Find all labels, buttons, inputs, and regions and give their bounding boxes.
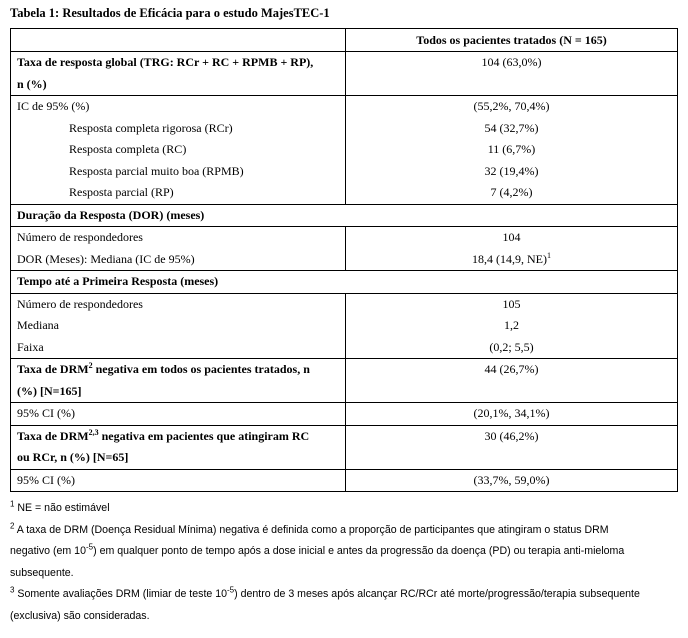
row-label [11,469,346,492]
section-title-text: Duração da Resposta (DOR) (meses) [17,207,205,222]
row-value-text: 32 (19,4%) [484,163,539,178]
row-label-line: ou RCr, n (%) [N=65] [17,450,129,464]
row-label-line: Taxa de resposta global (TRG: RCr + RC + RPMB + RP), [17,55,314,69]
row-value-text: 7 (4,2%) [490,185,533,199]
row-value-text: 30 (46,2%) [484,428,539,443]
table-row [11,469,678,492]
row-label-text: Faixa [17,339,44,354]
section-title-text: Tempo até a Primeira Resposta (meses) [17,274,219,288]
footnote-marker: 2 [10,520,15,530]
row-label-text: IC de 95% (%) [17,99,90,113]
row-value-text: (20,1%, 34,1%) [473,406,550,420]
row-label [11,403,346,426]
table-row [11,293,678,359]
row-value-text: (0,2; 5,5) [489,339,534,354]
footnote-2-end: subsequente. [10,566,74,579]
label-part: negativa em pacientes que atingiram RC [98,428,310,443]
row-label-line: n (%) [17,76,47,91]
footnote-2 [10,520,678,542]
row-value [346,469,678,492]
row-value [346,227,678,271]
row-value [346,96,678,205]
footnote-text: ) em qualquer ponto de tempo após a dose inicial e antes da progressão da doença (PD) ou terapia anti-mieloma [93,545,625,557]
footnote-marker: 2,3 [88,427,99,437]
row-label [11,293,346,359]
footnote-marker: 2 [88,361,93,370]
row-label [11,52,346,96]
table-caption: Tabela 1: Resultados de Eficácia para o estudo MajesTEC-1 [10,6,330,20]
row-value-text: 44 (26,7%) [484,362,539,376]
row-label [11,227,346,271]
row-label-text: Mediana [17,318,59,332]
row-label-text: DOR (Meses): Mediana (IC de 95%) [17,251,195,266]
table-header-row [11,29,678,52]
table-row [11,425,678,469]
row-value [346,359,678,403]
footnote-text: negativo (em 10 [10,545,86,557]
table-row [11,96,678,205]
efficacy-table [10,28,678,492]
row-value-text: 105 [502,296,521,311]
row-label-line: (%) [N=165] [17,383,82,398]
row-label-text: Número de respondedores [17,230,143,244]
footnote-marker: 3 [10,585,15,595]
row-label-line [17,426,339,448]
row-value [346,293,678,359]
header-empty-cell [11,29,346,52]
exponent: -5 [227,585,235,595]
footnotes [10,498,678,627]
footnote-2-cont [10,541,678,563]
row-label [11,96,346,205]
row-value-text: (55,2%, 70,4%) [473,99,550,113]
label-part: Taxa de DRM [17,362,89,376]
row-value-text: 104 [502,230,521,244]
column-header: Todos os pacientes tratados (N = 165) [346,29,678,52]
footnote-3-end: (exclusiva) são consideradas. [10,609,150,622]
row-value [346,52,678,96]
row-value-text: (33,7%, 59,0%) [473,472,550,487]
table-row [11,359,678,403]
row-label-text: Número de respondedores [17,296,143,311]
row-label-text: Resposta completa rigorosa (RCr) [69,120,233,135]
section-row [11,271,678,294]
footnote-text: Somente avaliações DRM (limiar de teste 10 [14,588,228,600]
exponent: -5 [85,542,94,552]
table-row [11,403,678,426]
row-value [346,403,678,426]
label-part: Taxa de DRM [17,428,89,443]
row-value-text: 11 (6,7%) [487,142,536,156]
footnote-text: A taxa de DRM (Doença Residual Mínima) negativa é definida como a proporção de participantes que atingiram o status DRM [14,523,609,536]
row-value-text: 104 (63,0%) [481,55,542,69]
row-label [11,359,346,403]
row-value [346,425,678,469]
row-value-text [352,249,671,271]
row-value-text: 1,2 [504,318,519,332]
footnote-text: ) dentro de 3 meses após alcançar RC/RCr até morte/progressão/terapia subsequente [234,588,640,600]
section-row [11,204,678,227]
label-part: negativa em todos os pacientes tratados, n [92,362,310,376]
row-label-line [17,359,339,381]
footnote-1 [10,498,678,520]
row-label-text: Resposta parcial (RP) [69,185,174,199]
footnote-text: NE = não estimável [14,502,110,514]
section-title [11,271,678,294]
footnote-3 [10,584,678,606]
table-row [11,227,678,271]
row-label [11,425,346,469]
row-value-text: 54 (32,7%) [484,120,539,135]
row-label-text: Resposta completa (RC) [69,142,187,156]
table-row [11,52,678,96]
footnote-marker: 1 [10,499,15,509]
dor-median-value: 18,4 (14,9, NE) [472,251,547,266]
row-label-text: Resposta parcial muito boa (RPMB) [69,163,244,178]
section-title [11,204,678,227]
footnote-marker: 1 [547,250,551,260]
row-label-text: 95% CI (%) [17,406,75,420]
row-label-text: 95% CI (%) [17,472,75,487]
